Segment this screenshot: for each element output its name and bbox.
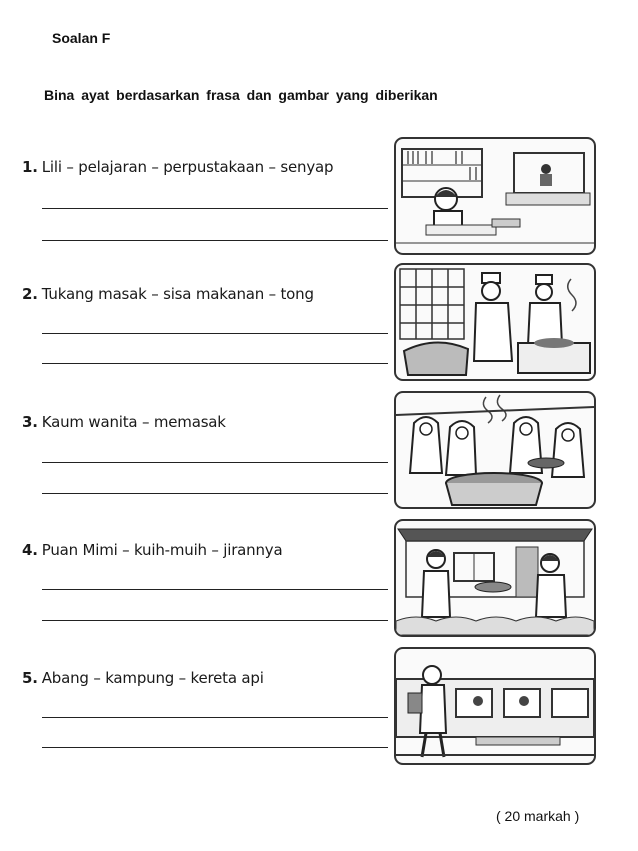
answer-line-2[interactable]: [42, 747, 388, 748]
question-phrase: Abang – kampung – kereta api: [41, 669, 264, 687]
library-scene-picture: [394, 137, 596, 255]
question-number: 2.: [22, 285, 38, 303]
question-1: [22, 158, 382, 176]
answer-line-1[interactable]: [42, 333, 388, 334]
answer-line-1[interactable]: [42, 589, 388, 590]
question-phrase: Kaum wanita – memasak: [41, 413, 226, 431]
section-title: Soalan F: [52, 30, 111, 46]
question-5: [22, 669, 382, 687]
cooks-kitchen-scene-picture: [394, 263, 596, 381]
instruction-text: Bina ayat berdasarkan frasa dan gambar yang diberikan: [44, 87, 438, 103]
train-station-scene-picture: [394, 647, 596, 765]
answer-line-2[interactable]: [42, 493, 388, 494]
question-2: [22, 285, 382, 303]
question-number: 5.: [22, 669, 38, 687]
question-phrase: Lili – pelajaran – perpustakaan – senyap: [41, 158, 334, 176]
question-number: 1.: [22, 158, 38, 176]
answer-line-1[interactable]: [42, 462, 388, 463]
answer-line-2[interactable]: [42, 240, 388, 241]
answer-line-1[interactable]: [42, 717, 388, 718]
answer-line-2[interactable]: [42, 363, 388, 364]
total-marks: ( 20 markah ): [496, 808, 580, 824]
answer-line-2[interactable]: [42, 620, 388, 621]
question-4: [22, 541, 382, 559]
question-phrase: Puan Mimi – kuih-muih – jirannya: [41, 541, 283, 559]
question-3: [22, 413, 382, 431]
question-phrase: Tukang masak – sisa makanan – tong: [41, 285, 314, 303]
question-number: 3.: [22, 413, 38, 431]
neighbours-sharing-scene-picture: [394, 519, 596, 637]
women-cooking-scene-picture: [394, 391, 596, 509]
question-number: 4.: [22, 541, 38, 559]
answer-line-1[interactable]: [42, 208, 388, 209]
